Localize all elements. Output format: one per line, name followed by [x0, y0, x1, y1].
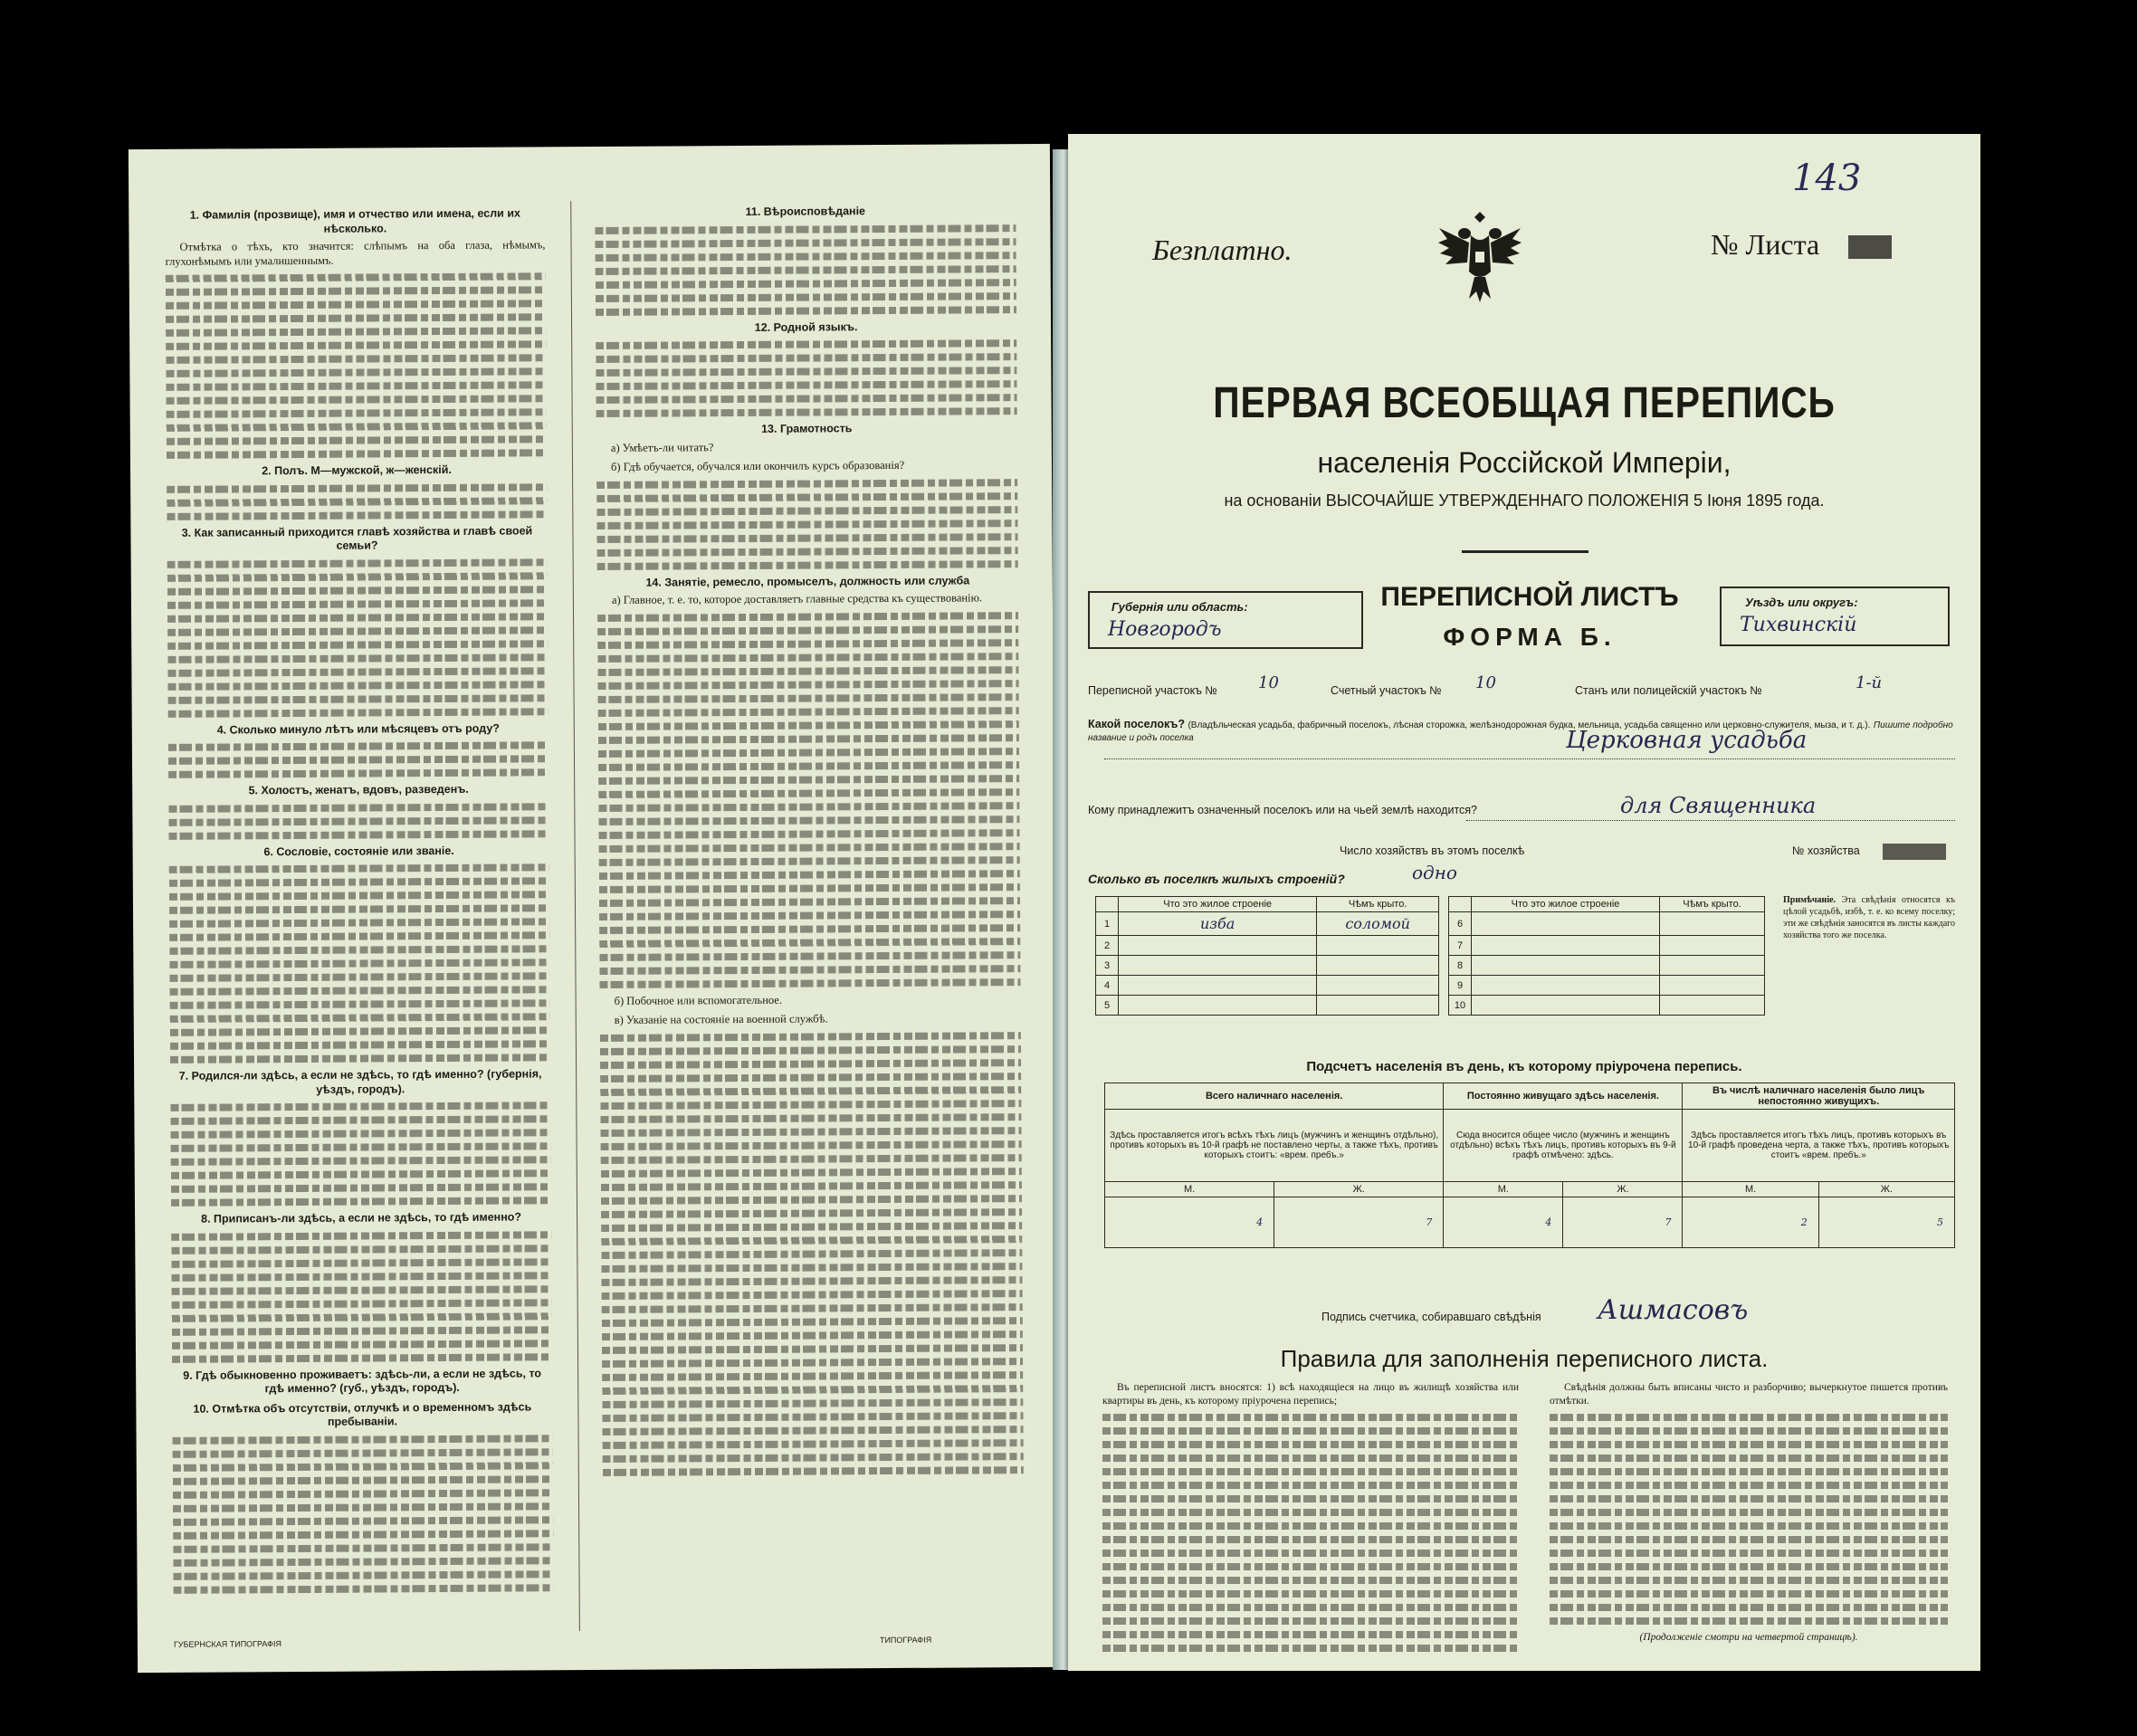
signature-label: Подпись счетчика, собиравшаго свѣдѣнія [1321, 1311, 1541, 1323]
permanent-male-value[interactable]: 4 [1444, 1197, 1563, 1248]
row-number: 4 [1096, 976, 1119, 996]
building-kind-cell[interactable] [1472, 912, 1660, 936]
q14b-label: б) Побочное или вспомогательное. [614, 993, 782, 1007]
q14a-label: а) Главное, т. е. то, которое доставляетъ главные средства къ существованію. [611, 591, 983, 606]
building-roof-cell[interactable] [1317, 936, 1439, 956]
building-kind-cell[interactable] [1472, 936, 1660, 956]
total-male-value[interactable]: 4 [1105, 1197, 1274, 1248]
q1-heading: 1. Фамилія (прозвище), имя и отчество или имена, если их нѣсколько. [189, 206, 520, 235]
body-text-lines [166, 272, 547, 459]
total-population-note: Здѣсь проставляется итогъ всѣхъ тѣхъ лицъ (мужчинъ и женщинъ отдѣльно), противъ которыхъ въ 10-й графѣ не поставлено черты, а также тѣхъ, противъ которыхъ стоитъ: «врем. пребъ.» [1105, 1110, 1444, 1182]
stan-label: Станъ или полицейскій участокъ № [1575, 684, 1762, 697]
buildings-table-b [1448, 896, 1765, 1016]
district-box [1720, 587, 1950, 646]
building-roof-cell[interactable] [1660, 956, 1765, 976]
owner-label: Кому принадлежитъ означенный поселокъ или на чьей землѣ находится? [1088, 804, 1478, 816]
handwritten-page-number: 143 [1792, 157, 1862, 199]
q13a-label: а) Умѣетъ-ли читать? [610, 440, 714, 454]
q3-heading: 3. Как записанный приходится главѣ хозяйства и главѣ своей семьи? [181, 523, 533, 552]
body-text-lines [596, 339, 1016, 417]
female-label: Ж. [1274, 1182, 1444, 1197]
permanent-female-value[interactable]: 7 [1563, 1197, 1683, 1248]
rules-title: Правила для заполненія переписного листа. [1280, 1345, 1769, 1372]
body-text-lines [173, 1435, 554, 1594]
permanent-population-header: Постоянно живущаго здѣсь населенія. [1444, 1083, 1683, 1110]
row-number: 8 [1449, 956, 1472, 976]
census-section-value[interactable]: 10 [1258, 673, 1279, 692]
total-population-header: Всего наличнаго населенія. [1105, 1083, 1444, 1110]
body-text-lines [596, 479, 1018, 570]
building-kind-cell[interactable] [1472, 996, 1660, 1016]
row-number: 7 [1449, 936, 1472, 956]
permanent-population-note: Сюда вносится общее число (мужчинъ и женщинъ отдѣльно) всѣхъ тѣхъ лицъ, противъ которыхъ въ 9-й графѣ отмѣчено: здѣсь. [1444, 1110, 1683, 1182]
building-roof-cell[interactable] [1660, 912, 1765, 936]
q14-heading: 14. Занятіе, ремесло, промыселъ, должность или служба [645, 573, 970, 589]
title-rule [1462, 550, 1588, 553]
body-text-lines [600, 1032, 1024, 1476]
row-number: 2 [1096, 936, 1119, 956]
district-value[interactable]: Тихвинскій [1740, 614, 1857, 636]
left-footer-imprint: ГУБЕРНСКАЯ ТИПОГРАФІЯ [173, 1639, 282, 1649]
row-number: 3 [1096, 956, 1119, 976]
right-footer-imprint: ТИПОГРАФІЯ [879, 1635, 932, 1645]
buildings-col-kind: Что это жилое строеніе [1119, 897, 1317, 912]
sheet-number-blot [1848, 235, 1892, 259]
building-roof-cell[interactable] [1660, 976, 1765, 996]
body-text-lines [1102, 1414, 1519, 1652]
settlement-value[interactable]: Церковная усадьба [1566, 727, 1808, 754]
temporary-male-value[interactable]: 2 [1683, 1197, 1818, 1248]
q4-heading: 4. Сколько минуло лѣтъ или мѣсяцевъ отъ роду? [216, 721, 500, 737]
settlement-row [1088, 718, 1957, 743]
buildings-col-kind: Что это жилое строеніе [1472, 897, 1660, 912]
stan-value[interactable]: 1-й [1856, 673, 1883, 692]
note-title: Примѣчаніе. [1783, 895, 1836, 905]
building-roof-cell[interactable]: соломой [1317, 912, 1439, 936]
instructions-column-b [595, 198, 1024, 1482]
q14c-label: в) Указаніе на состояніе на военной службѣ. [614, 1012, 828, 1026]
census-section-label: Переписной участокъ № [1088, 684, 1217, 697]
buildings-value[interactable]: одно [1412, 862, 1457, 883]
q6-heading: 6. Сословіе, состояніе или званіе. [263, 844, 454, 858]
household-number-blot [1883, 844, 1946, 860]
population-table [1104, 1083, 1955, 1248]
rules-column-b [1550, 1381, 1948, 1645]
rules-column-a [1102, 1381, 1519, 1658]
q2-heading: 2. Полъ. М—мужской, ж—женскій. [262, 463, 452, 478]
sheet-title: ПЕРЕПИСНОЙ ЛИСТЪ [1380, 582, 1679, 612]
building-kind-cell[interactable] [1119, 936, 1317, 956]
settlement-underline [1104, 758, 1955, 759]
sheet-number-label: № Листа [1711, 228, 1820, 261]
q10-heading: 10. Отмѣтка объ отсутствіи, отлучкѣ и о временномъ здѣсь пребываніи. [193, 1399, 532, 1428]
male-label: М. [1683, 1182, 1818, 1197]
settlement-label: Какой поселокъ? [1088, 718, 1185, 730]
q7-heading: 7. Родился-ли здѣсь, а если не здѣсь, то гдѣ именно? (губернія, уѣздъ, городъ). [178, 1067, 542, 1096]
body-text-lines [167, 483, 547, 520]
settlement-hint-2: Пишите подробно название и родъ поселка [1088, 720, 1953, 743]
row-number: 10 [1449, 996, 1472, 1016]
buildings-table-a [1095, 896, 1439, 1016]
legal-basis: на основаніи ВЫСОЧАЙШЕ УТВЕРЖДЕННАГО ПОЛОЖЕНІЯ 5 Іюня 1895 года. [1224, 491, 1825, 510]
building-kind-cell[interactable] [1119, 996, 1317, 1016]
body-text-lines [168, 741, 549, 778]
building-kind-cell[interactable] [1472, 976, 1660, 996]
q11-heading: 11. Вѣроисповѣданіе [745, 205, 866, 218]
building-roof-cell[interactable] [1660, 936, 1765, 956]
male-label: М. [1105, 1182, 1274, 1197]
row-number: 6 [1449, 912, 1472, 936]
building-roof-cell[interactable] [1660, 996, 1765, 1016]
buildings-col-roof: Чѣмъ крыто. [1660, 897, 1765, 912]
row-number: 9 [1449, 976, 1472, 996]
households-label: Число хозяйствъ въ этомъ поселкѣ [1340, 844, 1525, 857]
district-label: Уѣздъ или округъ: [1745, 596, 1858, 609]
body-text-lines [597, 612, 1021, 988]
temporary-female-value[interactable]: 5 [1818, 1197, 1954, 1248]
female-label: Ж. [1563, 1182, 1683, 1197]
female-label: Ж. [1818, 1182, 1954, 1197]
q13-heading: 13. Грамотность [761, 422, 853, 435]
building-roof-cell[interactable] [1317, 996, 1439, 1016]
rules-a-first: Въ переписной листъ вносятся: 1) всѣ находящіеся на лицо въ жилищѣ хозяйства или квартиры въ день, къ которому пріурочена перепись; [1102, 1382, 1519, 1407]
province-box [1088, 591, 1363, 649]
temporary-population-note: Здѣсь проставляется итогъ тѣхъ лицъ, противъ которыхъ въ 10-й графѣ проведена черта, а также тѣхъ, противъ которыхъ стоитъ «врем. пребъ.» [1683, 1110, 1955, 1182]
building-kind-cell[interactable] [1119, 956, 1317, 976]
temporary-population-header: Въ числѣ наличнаго населенія было лицъ непостоянно живущихъ. [1683, 1083, 1955, 1110]
q9-heading: 9. Гдѣ обыкновенно проживаетъ: здѣсь-ли, а если не здѣсь, то гдѣ именно? (губ., уѣздъ, городъ). [183, 1366, 542, 1396]
body-text-lines [171, 1231, 552, 1363]
body-text-lines [168, 803, 549, 840]
q5-heading: 5. Холостъ, женатъ, вдовъ, разведенъ. [248, 782, 469, 797]
owner-value[interactable]: для Священника [1620, 793, 1817, 818]
building-roof-cell[interactable] [1317, 956, 1439, 976]
body-text-lines [167, 558, 549, 718]
counter-signature[interactable]: Ашмасовъ [1598, 1294, 1749, 1326]
buildings-label: Сколько въ поселкѣ жилыхъ строеній? [1088, 872, 1345, 886]
rules-continued-note: (Продолженіе смотри на четвертой страницѣ). [1639, 1632, 1858, 1643]
building-kind-cell[interactable] [1472, 956, 1660, 976]
body-text-lines [169, 863, 550, 1064]
row-number: 1 [1096, 912, 1119, 936]
total-female-value[interactable]: 7 [1274, 1197, 1444, 1248]
column-divider [570, 201, 580, 1631]
left-page [129, 144, 1059, 1673]
building-kind-cell[interactable] [1119, 976, 1317, 996]
buildings-col-roof: Чѣмъ крыто. [1317, 897, 1439, 912]
owner-underline [1466, 820, 1955, 821]
row-number: 5 [1096, 996, 1119, 1016]
household-number-label: № хозяйства [1792, 844, 1860, 857]
rules-b-first: Свѣдѣнія должны быть вписаны чисто и разборчиво; вычеркнутое пишется противъ отмѣтки. [1550, 1382, 1948, 1407]
right-page-census-form [1068, 134, 1980, 1671]
instructions-column-a [165, 201, 553, 1599]
male-label: М. [1444, 1182, 1563, 1197]
q13b-label: б) Гдѣ обучается, обучался или окончилъ курсъ образованія? [610, 458, 905, 473]
buildings-note [1783, 894, 1955, 941]
free-label: Безплатно. [1152, 234, 1293, 266]
q8-heading: 8. Приписанъ-ли здѣсь, а если не здѣсь, то гдѣ именно? [201, 1210, 522, 1226]
form-label: ФОРМА Б. [1443, 623, 1617, 651]
building-kind-cell[interactable]: изба [1119, 912, 1317, 936]
q1-note: Отмѣтка о тѣхъ, кто значится: слѣпымъ на оба глаза, нѣмымъ, глухонѣмымъ или умалишеннымъ. [165, 238, 546, 268]
note-text: Эта свѣдѣнія относятся къ цѣлой усадьбѣ, избѣ, т. е. ко всему поселку; эти же свѣдѣнія заносятся въ листы каждаго хозяйства того же поселка. [1783, 895, 1956, 940]
province-label: Губернія или область: [1111, 600, 1248, 614]
count-section-value[interactable]: 10 [1475, 673, 1496, 692]
settlement-hint: (Владѣльческая усадьба, фабричный поселокъ, лѣсная сторожка, желѣзнодорожная будка, мельница, усадьба священно или церковно-служителя, мыза, и т. д.). [1188, 720, 1871, 730]
body-text-lines [170, 1102, 551, 1207]
form-title: ПЕРВАЯ ВСЕОБЩАЯ ПЕРЕПИСЬ [1213, 379, 1836, 427]
body-text-lines [1550, 1414, 1948, 1625]
double-headed-eagle-emblem-icon [1435, 208, 1525, 308]
q12-heading: 12. Родной языкъ. [754, 320, 858, 334]
population-title: Подсчетъ населенія въ день, къ которому пріурочена перепись. [1306, 1059, 1742, 1074]
body-text-lines [595, 224, 1016, 316]
count-section-label: Счетный участокъ № [1331, 684, 1442, 697]
form-subtitle: населенія Россійской Имперіи, [1317, 446, 1732, 479]
building-roof-cell[interactable] [1317, 976, 1439, 996]
province-value[interactable]: Новгородъ [1108, 618, 1222, 641]
